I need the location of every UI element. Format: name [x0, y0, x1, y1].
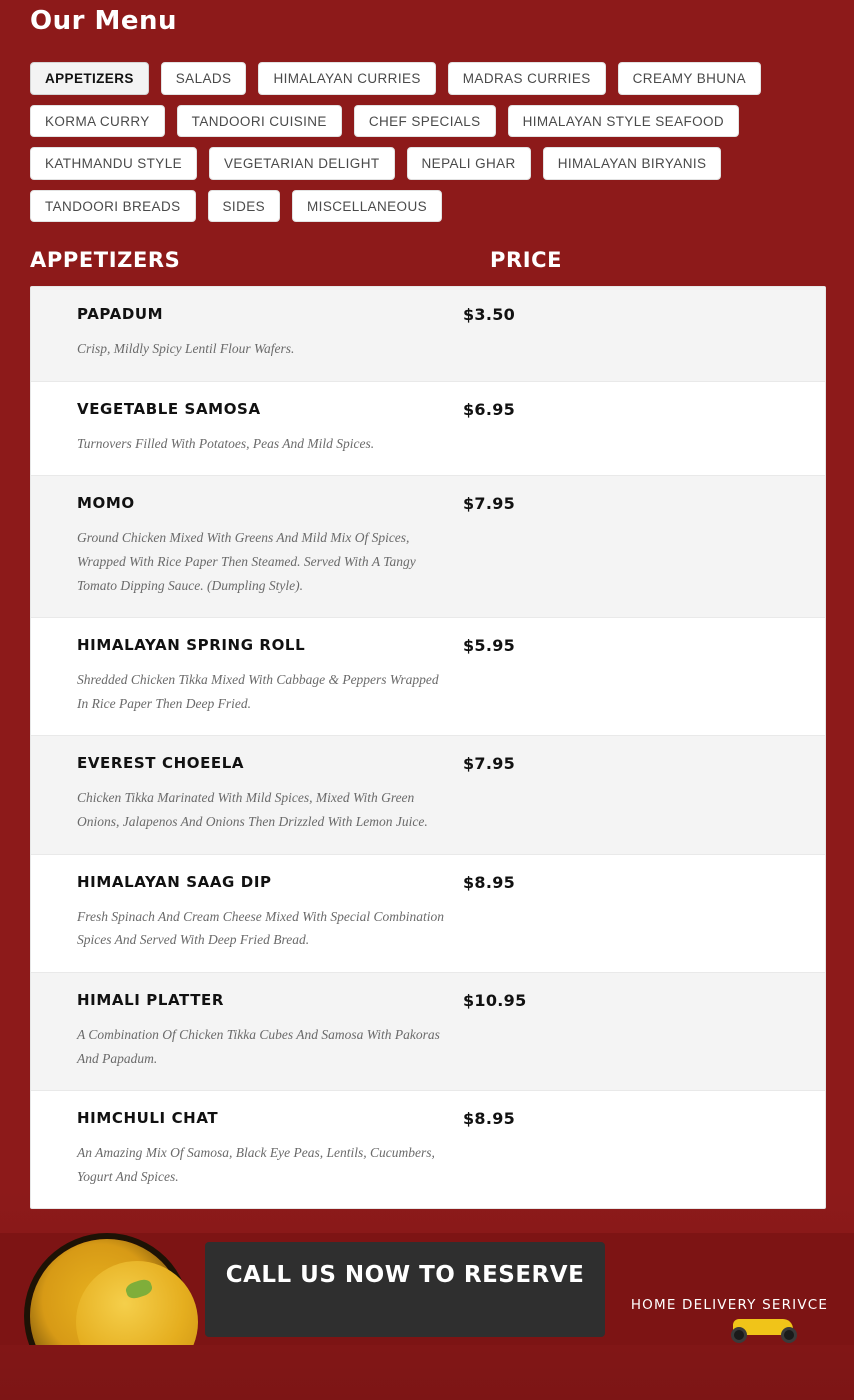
page-title: Our Menu	[30, 6, 178, 36]
menu-item-description: An Amazing Mix Of Samosa, Black Eye Peas, Lentils, Cucumbers, Yogurt And Spices.	[77, 1145, 435, 1184]
menu-item-row	[31, 736, 825, 854]
home-delivery-block	[605, 1233, 854, 1345]
menu-item-price: $7.95	[463, 494, 516, 514]
menu-item-description: Fresh Spinach And Cream Cheese Mixed With Special Combination Spices And Served With Deep Fried Bread.	[77, 908, 444, 948]
tab-miscellaneous[interactable]: MISCELLANEOUS	[292, 190, 442, 223]
menu-item-price: $10.95	[463, 990, 527, 1010]
menu-item-description: Chicken Tikka Marinated With Mild Spices, Mixed With Green Onions, Jalapenos And Onions Then Drizzled With Lemon Juice.	[77, 790, 428, 829]
menu-item-description: Ground Chicken Mixed With Greens And Mild Mix Of Spices, Wrapped With Rice Paper Then Steamed. Served With A Tangy Tomato Dipping Sauce. (Dumpling Style).	[77, 530, 416, 593]
menu-items-list	[30, 286, 826, 1209]
menu-item-description: Turnovers Filled With Potatoes, Peas And Mild Spices.	[77, 435, 375, 451]
menu-item-description: A Combination Of Chicken Tikka Cubes And Samosa With Pakoras And Papadum.	[77, 1026, 440, 1066]
bowl-shape	[30, 1239, 184, 1345]
menu-item-price: $7.95	[463, 754, 516, 774]
menu-item-name-cell	[45, 1109, 453, 1188]
menu-item-price-cell	[453, 754, 803, 833]
menu-table-header	[0, 222, 854, 272]
menu-item-name-cell	[45, 494, 453, 597]
menu-item-name: VEGETABLE SAMOSA	[77, 399, 261, 418]
menu-item-name: HIMALI PLATTER	[77, 990, 225, 1009]
menu-item-price-cell	[453, 636, 803, 715]
menu-item-row	[31, 1091, 825, 1208]
scooter-wheel-front	[731, 1327, 747, 1343]
scooter-icon	[723, 1317, 809, 1343]
bowl-contents	[76, 1261, 198, 1345]
menu-item-name: EVEREST CHOEELA	[77, 754, 245, 773]
menu-item-description: Crisp, Mildly Spicy Lentil Flour Wafers.	[77, 341, 295, 356]
menu-item-price-cell	[453, 400, 803, 456]
column-header-price: PRICE	[490, 248, 563, 272]
menu-item-price-cell	[453, 873, 803, 952]
menu-item-name-cell	[45, 873, 453, 952]
menu-item-price: $8.95	[463, 872, 516, 892]
menu-item-name: HIMALAYAN SPRING ROLL	[77, 636, 306, 655]
reserve-cta[interactable]	[205, 1242, 605, 1337]
tab-himalayan-curries[interactable]: HIMALAYAN CURRIES	[258, 62, 435, 95]
tab-tandoori-cuisine[interactable]: TANDOORI CUISINE	[177, 105, 342, 138]
menu-item-name-cell	[45, 754, 453, 833]
reserve-cta-line1: CALL US NOW TO RESERVE	[225, 1261, 585, 1288]
tab-korma-curry[interactable]: KORMA CURRY	[30, 105, 165, 138]
menu-item-name: HIMCHULI CHAT	[77, 1109, 219, 1128]
scooter-wheel-rear	[781, 1327, 797, 1343]
menu-item-price: $5.95	[463, 636, 516, 656]
menu-item-price: $6.95	[463, 399, 516, 419]
tab-nepali-ghar[interactable]: NEPALI GHAR	[407, 147, 531, 180]
tab-salads[interactable]: SALADS	[161, 62, 247, 95]
category-tabs	[0, 36, 800, 222]
menu-item-row	[31, 618, 825, 736]
menu-item-price-cell	[453, 991, 803, 1070]
menu-item-price-cell	[453, 1109, 803, 1188]
tab-tandoori-breads[interactable]: TANDOORI BREADS	[30, 190, 196, 223]
tab-kathmandu-style[interactable]: KATHMANDU STYLE	[30, 147, 197, 180]
footer-bar	[0, 1233, 854, 1345]
dish-photo	[0, 1233, 205, 1345]
menu-item-name: HIMALAYAN SAAG DIP	[77, 872, 272, 891]
tab-himalayan-biryanis[interactable]: HIMALAYAN BIRYANIS	[543, 147, 722, 180]
menu-item-row	[31, 382, 825, 477]
menu-item-price-cell	[453, 494, 803, 597]
menu-item-name-cell	[45, 400, 453, 456]
menu-item-price: $3.50	[463, 305, 516, 324]
tab-vegetarian-delight[interactable]: VEGETARIAN DELIGHT	[209, 147, 394, 180]
menu-item-row	[31, 287, 825, 382]
menu-item-row	[31, 476, 825, 618]
tab-creamy-bhuna[interactable]: CREAMY BHUNA	[618, 62, 761, 95]
tab-chef-specials[interactable]: CHEF SPECIALS	[354, 105, 496, 138]
tab-madras-curries[interactable]: MADRAS CURRIES	[448, 62, 606, 95]
menu-item-row	[31, 973, 825, 1091]
home-delivery-label: HOME DELIVERY SERIVCE	[630, 1297, 829, 1314]
tab-himalayan-style-seafood[interactable]: HIMALAYAN STYLE SEAFOOD	[508, 105, 740, 138]
menu-item-name-cell	[45, 991, 453, 1070]
column-header-name: APPETIZERS	[30, 248, 181, 272]
menu-item-price-cell	[453, 305, 803, 361]
menu-item-description: Shredded Chicken Tikka Mixed With Cabbage & Peppers Wrapped In Rice Paper Then Deep Fried.	[77, 672, 439, 711]
tab-appetizers[interactable]: APPETIZERS	[30, 62, 149, 95]
menu-item-name: MOMO	[77, 494, 135, 513]
menu-item-name: PAPADUM	[77, 305, 164, 323]
tab-sides[interactable]: SIDES	[208, 190, 281, 223]
menu-item-price: $8.95	[463, 1109, 516, 1129]
menu-item-row	[31, 855, 825, 973]
menu-item-name-cell	[45, 636, 453, 715]
menu-item-name-cell	[45, 305, 453, 361]
